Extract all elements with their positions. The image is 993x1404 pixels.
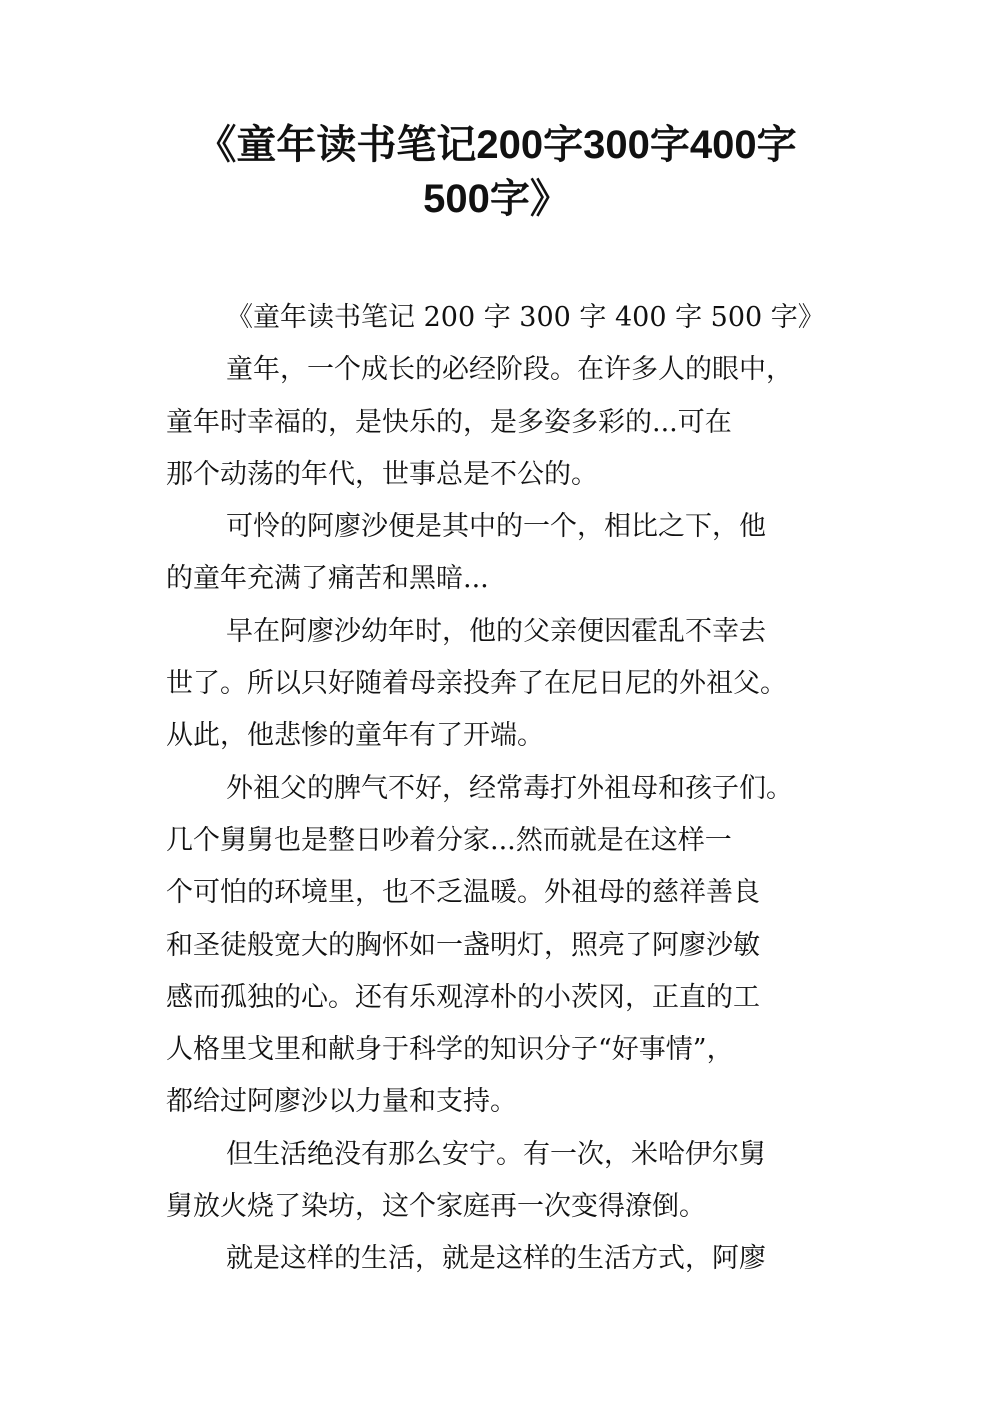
text-line: 可怜的阿廖沙便是其中的一个，相比之下，他	[226, 511, 766, 543]
text-line: 的童年充满了痛苦和黑暗...	[166, 563, 489, 595]
text-line: 和圣徒般宽大的胸怀如一盏明灯，照亮了阿廖沙敏	[166, 929, 760, 961]
text-line: 感而孤独的心。还有乐观淳朴的小茨冈，正直的工	[166, 981, 760, 1013]
title-line-2: 500字》	[423, 177, 570, 221]
text-line: 几个舅舅也是整日吵着分家...然而就是在这样一	[166, 824, 732, 856]
title-line-1: 《童年读书笔记200字300字400字	[196, 123, 797, 167]
text-line: 就是这样的生活，就是这样的生活方式，阿廖	[226, 1243, 766, 1275]
text-line: 外祖父的脾气不好，经常毒打外祖母和孩子们。	[226, 772, 793, 804]
text-line: 早在阿廖沙幼年时，他的父亲便因霍乱不幸去	[226, 615, 766, 647]
text-line: 但生活绝没有那么安宁。有一次，米哈伊尔舅	[226, 1138, 766, 1170]
text-line: 舅放火烧了染坊，这个家庭再一次变得潦倒。	[166, 1191, 706, 1223]
text-line: 童年时幸福的，是快乐的，是多姿多彩的...可在	[166, 406, 732, 438]
text-line: 那个动荡的年代，世事总是不公的。	[166, 458, 598, 490]
text-line: 个可怕的环境里，也不乏温暖。外祖母的慈祥善良	[166, 877, 760, 909]
text-line: 都给过阿廖沙以力量和支持。	[166, 1086, 517, 1118]
text-line: 世了。所以只好随着母亲投奔了在尼日尼的外祖父。	[166, 668, 787, 700]
text-line: 人格里戈里和献身于科学的知识分子“好事情”，	[166, 1034, 734, 1066]
text-line: 从此，他悲惨的童年有了开端。	[166, 720, 544, 752]
text-line: 《童年读书笔记 200 字 300 字 400 字 500 字》	[226, 302, 825, 333]
text-line: 童年，一个成长的必经阶段。在许多人的眼中，	[226, 354, 793, 386]
document-title	[0, 118, 993, 226]
document-body	[166, 292, 846, 1286]
